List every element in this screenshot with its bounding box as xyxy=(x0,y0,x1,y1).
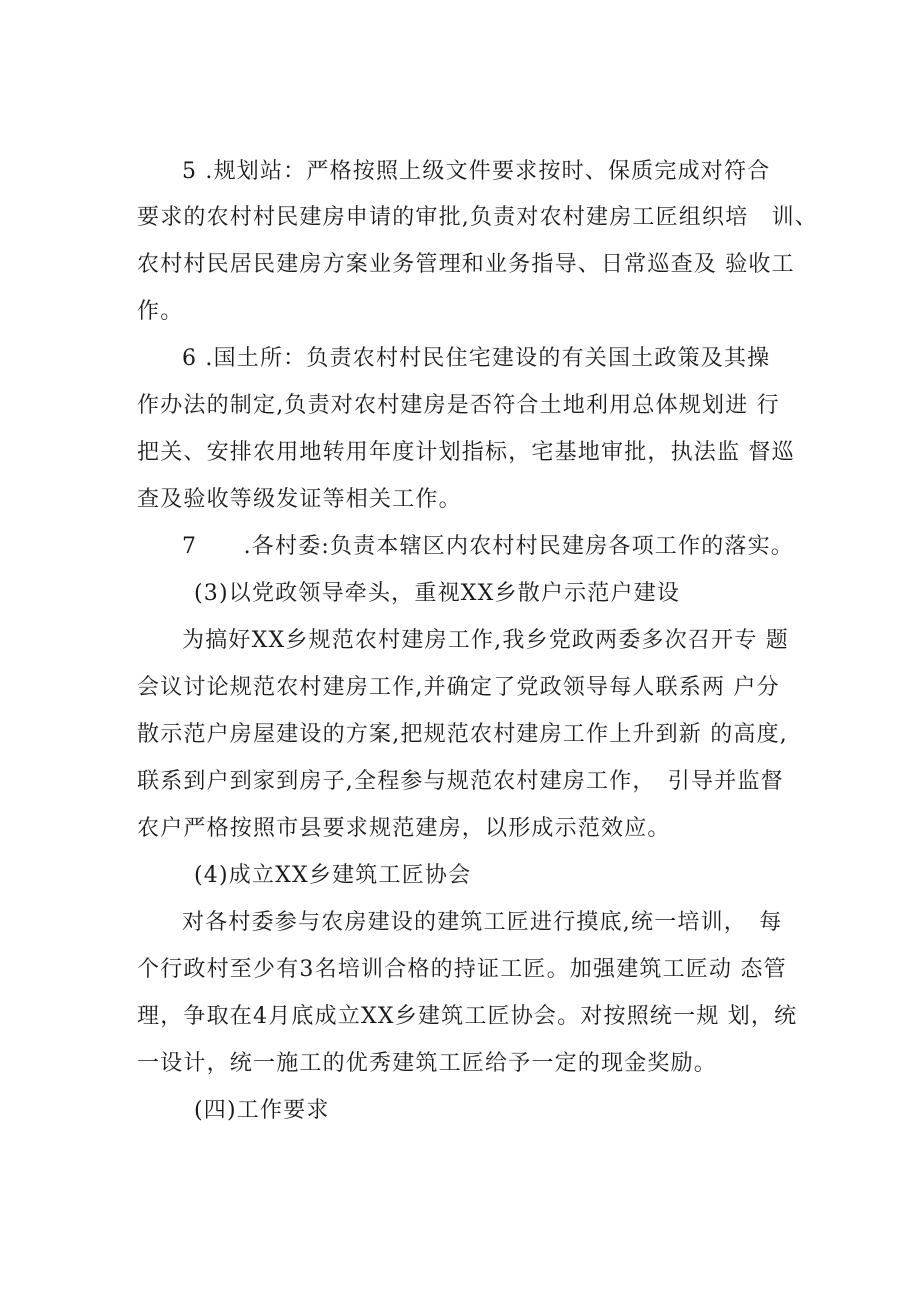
paragraph-6-line-3: 把关、安排农用地转用年度计划指标，宅基地审批，执法监 督巡 xyxy=(137,440,795,465)
section-4-line-4: 一设计，统一施工的优秀建筑工匠给予一定的现金奖励。 xyxy=(137,1051,718,1076)
paragraph-6-line-2: 作办法的制定,负责对农村建房是否符合土地利用总体规划进 行 xyxy=(137,393,780,418)
section-3-line-2: 会议讨论规范农村建房工作,并确定了党政领导每人联系两 户分 xyxy=(137,675,780,700)
paragraph-5-line-4: 作。 xyxy=(137,299,184,324)
section-4-line-1: 对各村委参与农房建设的建筑工匠进行摸底,统一培训， 每 xyxy=(182,910,783,935)
paragraph-5-line-3: 农村村民居民建房方案业务管理和业务指导、日常巡查及 验收工 xyxy=(137,252,795,277)
paragraph-6-line-4: 查及验收等级发证等相关工作。 xyxy=(137,487,462,512)
section-3-line-5: 农户严格按照市县要求规范建房，以形成示范效应。 xyxy=(137,816,671,841)
work-requirements-heading: (四)工作要求 xyxy=(194,1098,330,1123)
section-3-line-3: 散示范户房屋建设的方案,把规范农村建房工作上升到新 的高度, xyxy=(137,722,788,747)
section-4-line-3: 理，争取在4月底成立XX乡建筑工匠协会。对按照统一规 划，统 xyxy=(137,1004,798,1029)
paragraph-5-line-1: 5 .规划站：严格按照上级文件要求按时、保质完成对符合 xyxy=(182,159,771,184)
paragraph-6-line-1: 6 .国土所：负责农村村民住宅建设的有关国土政策及其操 xyxy=(182,346,771,371)
paragraph-5-line-2: 要求的农村村民建房申请的审批,负责对农村建房工匠组织培 训、 xyxy=(137,205,818,230)
section-3-line-4: 联系到户到家到房子,全程参与规范农村建房工作， 引导并监督 xyxy=(137,769,784,794)
section-4-heading: (4)成立XX乡建筑工匠协会 xyxy=(194,863,472,888)
section-4-line-2: 个行政村至少有3名培训合格的持证工匠。加强建筑工匠动 态管 xyxy=(137,957,787,982)
section-3-line-1: 为搞好XX乡规范农村建房工作,我乡党政两委多次召开专 题 xyxy=(182,628,789,653)
paragraph-7: 7 .各村委:负责本辖区内农村村民建房各项工作的落实。 xyxy=(182,534,795,559)
section-3-heading: (3)以党政领导牵头，重视XX乡散户示范户建设 xyxy=(194,581,681,606)
